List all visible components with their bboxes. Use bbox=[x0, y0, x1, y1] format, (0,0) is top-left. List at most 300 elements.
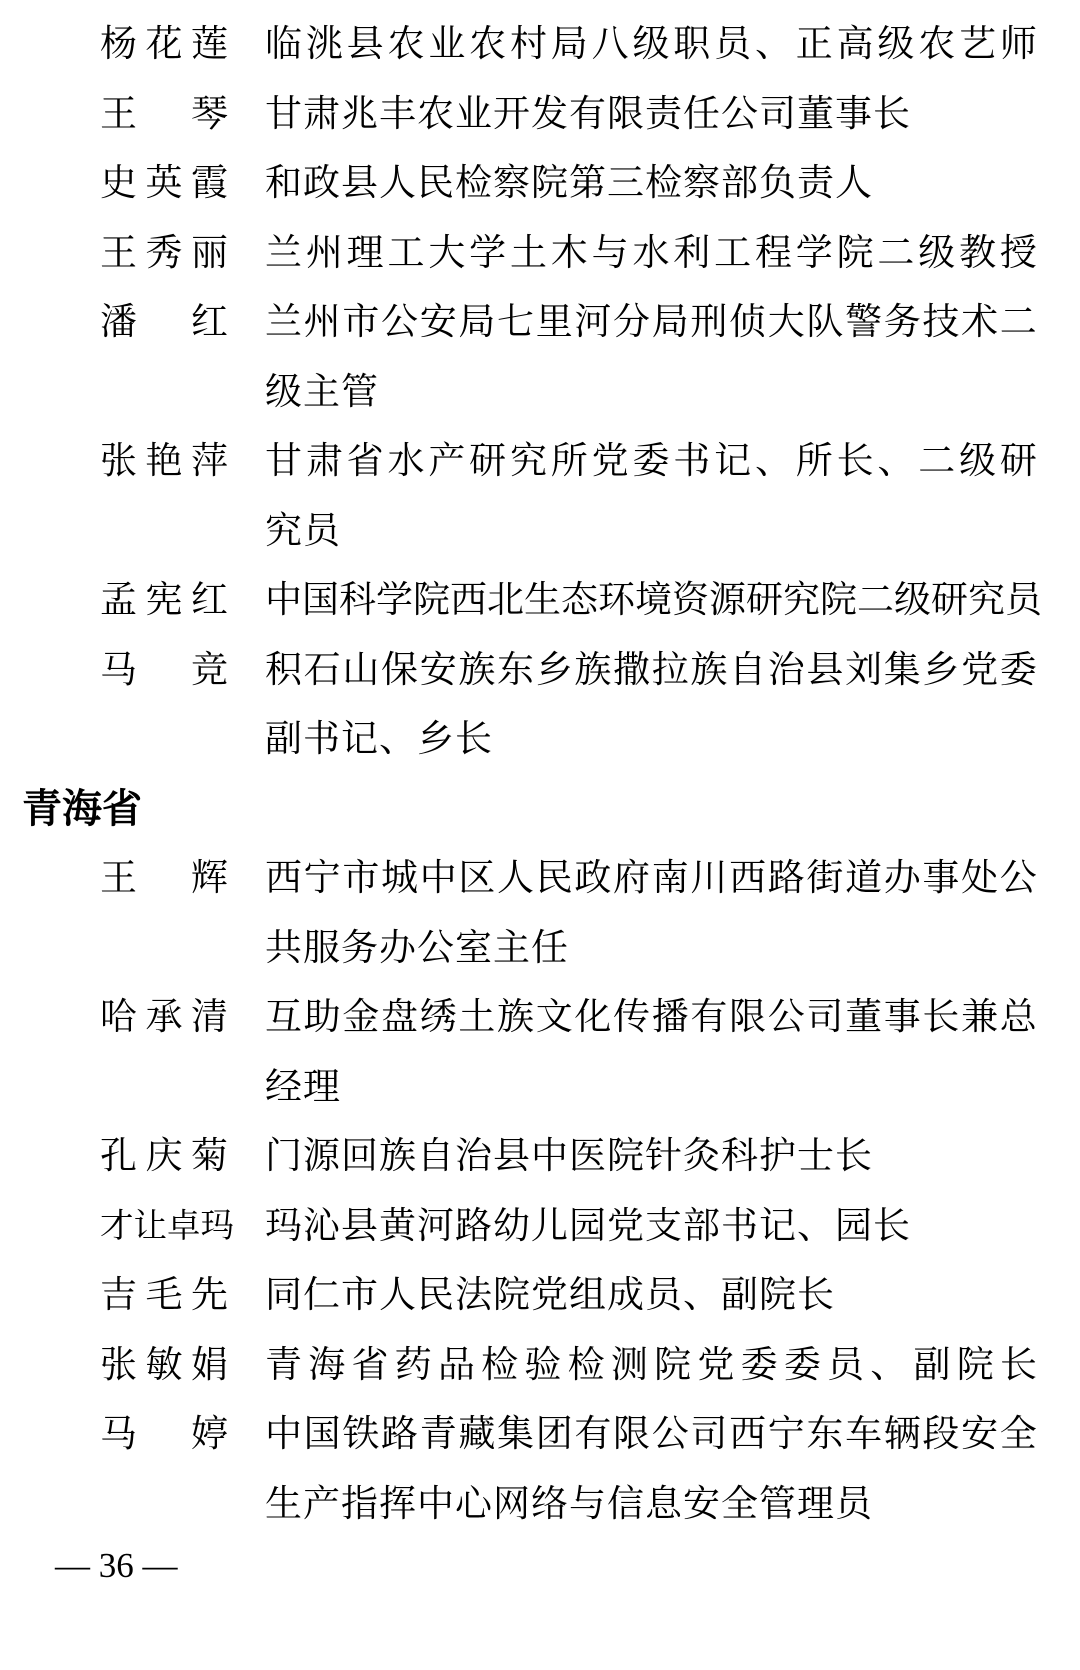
char: 市 bbox=[342, 858, 380, 899]
char: 山 bbox=[342, 649, 380, 691]
char: 、 bbox=[877, 441, 915, 482]
entry-name bbox=[100, 1122, 228, 1192]
char: 二 bbox=[877, 232, 915, 274]
char: 学 bbox=[795, 232, 833, 274]
char: 西 bbox=[729, 858, 767, 899]
char: 有 bbox=[690, 997, 728, 1038]
char: 正 bbox=[795, 24, 833, 65]
char: 玛 bbox=[200, 1207, 234, 1245]
char: 委 bbox=[632, 441, 670, 482]
entry-name bbox=[100, 1400, 228, 1470]
char: 省 bbox=[351, 1344, 389, 1386]
char: 、 bbox=[754, 24, 792, 65]
entry-name bbox=[100, 149, 228, 219]
entry-name bbox=[100, 219, 228, 289]
entry-name bbox=[100, 1192, 234, 1262]
char: 让 bbox=[133, 1207, 167, 1245]
char: 级 bbox=[894, 580, 931, 621]
char: 车 bbox=[845, 1414, 883, 1455]
entry-title bbox=[265, 983, 1037, 1122]
char: 集 bbox=[883, 649, 921, 691]
char: 绣 bbox=[419, 997, 457, 1038]
char: 级 bbox=[877, 24, 915, 65]
char: 公 bbox=[381, 302, 419, 343]
char: 术 bbox=[961, 302, 999, 343]
char: 国 bbox=[302, 580, 339, 621]
char: 海 bbox=[308, 1344, 346, 1386]
entry-title-line bbox=[265, 427, 1037, 497]
char: 西 bbox=[265, 858, 302, 899]
char: 府 bbox=[613, 858, 651, 899]
char: 清 bbox=[191, 997, 228, 1038]
char: 农 bbox=[387, 24, 425, 65]
char: 河 bbox=[574, 302, 612, 343]
char: 先 bbox=[191, 1275, 228, 1316]
entry-title-line bbox=[265, 219, 1037, 289]
char: 中 bbox=[265, 580, 302, 621]
char: 甘 bbox=[265, 441, 302, 482]
char: 师 bbox=[999, 24, 1037, 65]
char: 村 bbox=[509, 24, 547, 65]
page-number: — 36 — bbox=[55, 1546, 178, 1585]
char: 积 bbox=[265, 649, 302, 691]
char: 西 bbox=[450, 580, 487, 621]
entry-row bbox=[0, 80, 1080, 150]
char: 里 bbox=[535, 302, 573, 343]
char: 传 bbox=[613, 997, 651, 1038]
entry-name bbox=[100, 1331, 228, 1401]
char: 土 bbox=[458, 997, 496, 1038]
char: 务 bbox=[883, 302, 921, 343]
entry-title-line bbox=[265, 636, 1037, 706]
char: 丽 bbox=[191, 232, 228, 274]
entry-title bbox=[265, 149, 1037, 219]
char: 县 bbox=[346, 24, 384, 65]
entry-title bbox=[265, 10, 1037, 80]
char: 农 bbox=[918, 24, 956, 65]
entry-title-line: 玛沁县黄河路幼儿园党支部书记、园长 bbox=[265, 1205, 911, 1247]
char: 安 bbox=[419, 649, 457, 691]
char: 二 bbox=[857, 580, 894, 621]
char: 七 bbox=[497, 302, 535, 343]
char: 秀 bbox=[145, 232, 183, 274]
entry-name bbox=[100, 844, 228, 914]
char: 研 bbox=[931, 580, 968, 621]
char: 长 bbox=[922, 997, 960, 1038]
char: 理 bbox=[346, 232, 384, 274]
char: 石 bbox=[303, 649, 341, 691]
char: 保 bbox=[381, 649, 419, 691]
entry-row bbox=[0, 1400, 1080, 1539]
char: 利 bbox=[673, 232, 711, 274]
char: 马 bbox=[100, 649, 137, 691]
entry-title bbox=[265, 1261, 1037, 1331]
char: 委 bbox=[783, 1344, 821, 1386]
char: 八 bbox=[591, 24, 629, 65]
section-header-1: 青海省 bbox=[22, 786, 142, 831]
char: 员 bbox=[1005, 580, 1042, 621]
char: 敏 bbox=[145, 1344, 183, 1386]
char: 承 bbox=[145, 997, 183, 1038]
char: 办 bbox=[883, 858, 921, 899]
char: 副 bbox=[913, 1344, 951, 1386]
entry-title-line: 同仁市人民法院党组成员、副院长 bbox=[265, 1275, 835, 1316]
entry-title bbox=[265, 844, 1037, 983]
entry-name bbox=[100, 10, 228, 80]
char: 辆 bbox=[883, 1414, 921, 1455]
char: 公 bbox=[767, 997, 805, 1038]
entry-title-line bbox=[265, 288, 1037, 358]
entry-title-line bbox=[265, 844, 1037, 914]
char: 艺 bbox=[959, 24, 997, 65]
char: 乡 bbox=[922, 649, 960, 691]
char: 盘 bbox=[381, 997, 419, 1038]
char: 司 bbox=[806, 997, 844, 1038]
char: 院 bbox=[413, 580, 450, 621]
char: 藏 bbox=[458, 1414, 496, 1455]
char: 洮 bbox=[305, 24, 343, 65]
char: 撒 bbox=[613, 649, 651, 691]
char: 长 bbox=[836, 441, 874, 482]
entry-row bbox=[0, 1261, 1080, 1331]
char: 技 bbox=[922, 302, 960, 343]
char: 王 bbox=[100, 232, 137, 274]
char: 工 bbox=[714, 232, 752, 274]
char: 兰 bbox=[265, 302, 302, 343]
char: 族 bbox=[458, 649, 496, 691]
char: 助 bbox=[303, 997, 341, 1038]
char: 中 bbox=[265, 1414, 302, 1455]
entry-title bbox=[265, 566, 1042, 636]
entry-name bbox=[100, 288, 228, 358]
entry-row bbox=[0, 1122, 1080, 1192]
char: 委 bbox=[999, 649, 1037, 691]
char: 城 bbox=[381, 858, 419, 899]
char: 产 bbox=[428, 441, 466, 482]
char: 族 bbox=[497, 997, 535, 1038]
char: 资 bbox=[672, 580, 709, 621]
char: 州 bbox=[305, 232, 343, 274]
char: 县 bbox=[806, 649, 844, 691]
char: 英 bbox=[145, 163, 183, 204]
char: 学 bbox=[469, 232, 507, 274]
char: 宪 bbox=[145, 580, 183, 621]
char: 二 bbox=[999, 302, 1037, 343]
char: 生 bbox=[524, 580, 561, 621]
char: 水 bbox=[632, 232, 670, 274]
char: 路 bbox=[381, 1414, 419, 1455]
char: 杨 bbox=[100, 24, 137, 65]
char: 所 bbox=[550, 441, 588, 482]
char: 科 bbox=[339, 580, 376, 621]
entry-title bbox=[265, 80, 1037, 150]
char: 川 bbox=[690, 858, 728, 899]
char: 临 bbox=[265, 24, 302, 65]
entry-title-line: 共服务办公室主任 bbox=[265, 927, 569, 969]
entry-row bbox=[0, 427, 1080, 566]
char: 南 bbox=[651, 858, 689, 899]
char: 街 bbox=[806, 858, 844, 899]
char: 王 bbox=[100, 858, 137, 899]
char: 级 bbox=[918, 232, 956, 274]
char: 拉 bbox=[651, 649, 689, 691]
char: 铁 bbox=[342, 1414, 380, 1455]
char: 王 bbox=[100, 93, 137, 135]
entry-name bbox=[100, 636, 228, 706]
char: 药 bbox=[394, 1344, 432, 1386]
char: 记 bbox=[714, 441, 752, 482]
char: 州 bbox=[303, 302, 341, 343]
char: 事 bbox=[922, 858, 960, 899]
char: 莲 bbox=[191, 24, 228, 65]
char: 委 bbox=[740, 1344, 778, 1386]
char: 处 bbox=[961, 858, 999, 899]
char: 院 bbox=[820, 580, 857, 621]
entry-name bbox=[100, 1261, 228, 1331]
char: 自 bbox=[729, 649, 767, 691]
char: 党 bbox=[591, 441, 629, 482]
entry-name bbox=[100, 80, 228, 150]
char: 婷 bbox=[191, 1414, 228, 1455]
entry-title bbox=[265, 1331, 1037, 1401]
char: 院 bbox=[654, 1344, 692, 1386]
char: 东 bbox=[806, 1414, 844, 1455]
char: 中 bbox=[419, 858, 457, 899]
entry-title bbox=[265, 1400, 1037, 1539]
char: 集 bbox=[497, 1414, 535, 1455]
char: 化 bbox=[574, 997, 612, 1038]
entry-row bbox=[0, 1331, 1080, 1401]
char: 研 bbox=[999, 441, 1037, 482]
char: 娟 bbox=[191, 1344, 228, 1386]
char: 公 bbox=[999, 858, 1037, 899]
char: 工 bbox=[387, 232, 425, 274]
char: 孔 bbox=[100, 1136, 137, 1177]
char: 态 bbox=[561, 580, 598, 621]
document-body bbox=[0, 10, 1080, 1539]
entry-row bbox=[0, 1192, 1080, 1262]
char: 张 bbox=[100, 1344, 137, 1386]
char: 区 bbox=[458, 858, 496, 899]
char: 分 bbox=[613, 302, 651, 343]
entry-row bbox=[0, 844, 1080, 983]
entry-name bbox=[100, 983, 228, 1053]
entry-title-line: 甘肃兆丰农业开发有限责任公司董事长 bbox=[265, 93, 911, 135]
char: 侦 bbox=[729, 302, 767, 343]
char: 辉 bbox=[191, 858, 228, 899]
char: 水 bbox=[387, 441, 425, 482]
char: 霞 bbox=[191, 163, 228, 204]
char: 业 bbox=[428, 24, 466, 65]
char: 品 bbox=[437, 1344, 475, 1386]
char: 、 bbox=[754, 441, 792, 482]
entry-title-line: 级主管 bbox=[265, 371, 379, 413]
entry-row bbox=[0, 636, 1080, 775]
entry-title-line: 副书记、乡长 bbox=[265, 719, 493, 760]
char: 学 bbox=[376, 580, 413, 621]
char: 孟 bbox=[100, 580, 137, 621]
entry-row bbox=[0, 10, 1080, 80]
char: 大 bbox=[767, 302, 805, 343]
entry-title-line bbox=[265, 1400, 1037, 1470]
char: 究 bbox=[509, 441, 547, 482]
char: 党 bbox=[961, 649, 999, 691]
char: 教 bbox=[959, 232, 997, 274]
char: 乡 bbox=[535, 649, 573, 691]
char: 竞 bbox=[191, 649, 228, 691]
char: 长 bbox=[999, 1344, 1037, 1386]
entry-title-line bbox=[265, 1331, 1037, 1401]
char: 国 bbox=[303, 1414, 341, 1455]
char: 境 bbox=[635, 580, 672, 621]
char: 刘 bbox=[845, 649, 883, 691]
char: 究 bbox=[783, 580, 820, 621]
entry-title bbox=[265, 288, 1037, 427]
char: 播 bbox=[651, 997, 689, 1038]
char: 检 bbox=[567, 1344, 605, 1386]
char: 局 bbox=[458, 302, 496, 343]
char: 员 bbox=[827, 1344, 865, 1386]
char: 安 bbox=[961, 1414, 999, 1455]
char: 西 bbox=[729, 1414, 767, 1455]
entry-name bbox=[100, 427, 228, 497]
char: 兼 bbox=[961, 997, 999, 1038]
char: 毛 bbox=[145, 1275, 183, 1316]
char: 、 bbox=[870, 1344, 908, 1386]
entry-title bbox=[265, 1192, 1037, 1262]
char: 青 bbox=[419, 1414, 457, 1455]
char: 肃 bbox=[305, 441, 343, 482]
char: 究 bbox=[968, 580, 1005, 621]
char: 刑 bbox=[690, 302, 728, 343]
char: 马 bbox=[100, 1414, 137, 1455]
char: 吉 bbox=[100, 1275, 137, 1316]
char: 事 bbox=[883, 997, 921, 1038]
char: 东 bbox=[497, 649, 535, 691]
char: 路 bbox=[767, 858, 805, 899]
char: 人 bbox=[497, 858, 535, 899]
char: 研 bbox=[469, 441, 507, 482]
char: 院 bbox=[836, 232, 874, 274]
char: 研 bbox=[746, 580, 783, 621]
entry-row bbox=[0, 149, 1080, 219]
char: 总 bbox=[999, 997, 1037, 1038]
entry-title bbox=[265, 636, 1037, 775]
char: 局 bbox=[651, 302, 689, 343]
char: 环 bbox=[598, 580, 635, 621]
char: 互 bbox=[265, 997, 302, 1038]
char: 程 bbox=[754, 232, 792, 274]
char: 测 bbox=[610, 1344, 648, 1386]
char: 授 bbox=[999, 232, 1037, 274]
char: 局 bbox=[550, 24, 588, 65]
char: 有 bbox=[574, 1414, 612, 1455]
char: 哈 bbox=[100, 997, 137, 1038]
char: 级 bbox=[632, 24, 670, 65]
char: 高 bbox=[836, 24, 874, 65]
entry-title bbox=[265, 1122, 1037, 1192]
char: 院 bbox=[956, 1344, 994, 1386]
char: 金 bbox=[342, 997, 380, 1038]
char: 警 bbox=[845, 302, 883, 343]
char: 董 bbox=[845, 997, 883, 1038]
entry-row bbox=[0, 288, 1080, 427]
char: 北 bbox=[487, 580, 524, 621]
char: 所 bbox=[795, 441, 833, 482]
char: 红 bbox=[191, 302, 228, 343]
char: 大 bbox=[428, 232, 466, 274]
char: 菊 bbox=[191, 1136, 228, 1177]
entry-row bbox=[0, 566, 1080, 636]
entry-title-line: 门源回族自治县中医院针灸科护士长 bbox=[265, 1136, 873, 1177]
char: 史 bbox=[100, 163, 137, 204]
char: 农 bbox=[469, 24, 507, 65]
char: 队 bbox=[806, 302, 844, 343]
char: 宁 bbox=[767, 1414, 805, 1455]
char: 民 bbox=[535, 858, 573, 899]
char: 检 bbox=[481, 1344, 519, 1386]
entry-title-line: 经理 bbox=[265, 1066, 341, 1108]
char: 书 bbox=[673, 441, 711, 482]
char: 土 bbox=[509, 232, 547, 274]
entry-name bbox=[100, 566, 228, 636]
char: 团 bbox=[535, 1414, 573, 1455]
entry-title-line bbox=[265, 983, 1037, 1053]
char: 庆 bbox=[145, 1136, 183, 1177]
char: 木 bbox=[550, 232, 588, 274]
entry-title-line: 和政县人民检察院第三检察部负责人 bbox=[265, 163, 873, 204]
char: 公 bbox=[651, 1414, 689, 1455]
char: 族 bbox=[574, 649, 612, 691]
char: 段 bbox=[922, 1414, 960, 1455]
char: 琴 bbox=[191, 93, 228, 135]
char: 文 bbox=[535, 997, 573, 1038]
entry-title-line bbox=[265, 10, 1037, 80]
char: 才 bbox=[100, 1207, 134, 1245]
entry-title-line: 生产指挥中心网络与信息安全管理员 bbox=[265, 1483, 873, 1525]
char: 限 bbox=[729, 997, 767, 1038]
entry-title-line bbox=[265, 566, 1042, 636]
char: 安 bbox=[419, 302, 457, 343]
char: 花 bbox=[145, 24, 183, 65]
char: 潘 bbox=[100, 302, 137, 343]
char: 限 bbox=[613, 1414, 651, 1455]
char: 卓 bbox=[167, 1207, 201, 1245]
char: 党 bbox=[697, 1344, 735, 1386]
char: 二 bbox=[918, 441, 956, 482]
char: 全 bbox=[999, 1414, 1037, 1455]
entry-title bbox=[265, 219, 1037, 289]
char: 宁 bbox=[303, 858, 341, 899]
char: 职 bbox=[673, 24, 711, 65]
char: 验 bbox=[524, 1344, 562, 1386]
entry-row bbox=[0, 983, 1080, 1122]
entry-title-line: 究员 bbox=[265, 510, 341, 552]
char: 红 bbox=[191, 580, 228, 621]
char: 艳 bbox=[145, 441, 183, 482]
char: 萍 bbox=[191, 441, 228, 482]
char: 司 bbox=[690, 1414, 728, 1455]
char: 治 bbox=[767, 649, 805, 691]
char: 道 bbox=[845, 858, 883, 899]
entry-title bbox=[265, 427, 1037, 566]
char: 张 bbox=[100, 441, 137, 482]
char: 省 bbox=[346, 441, 384, 482]
char: 员 bbox=[714, 24, 752, 65]
char: 与 bbox=[591, 232, 629, 274]
char: 兰 bbox=[265, 232, 302, 274]
char: 政 bbox=[574, 858, 612, 899]
